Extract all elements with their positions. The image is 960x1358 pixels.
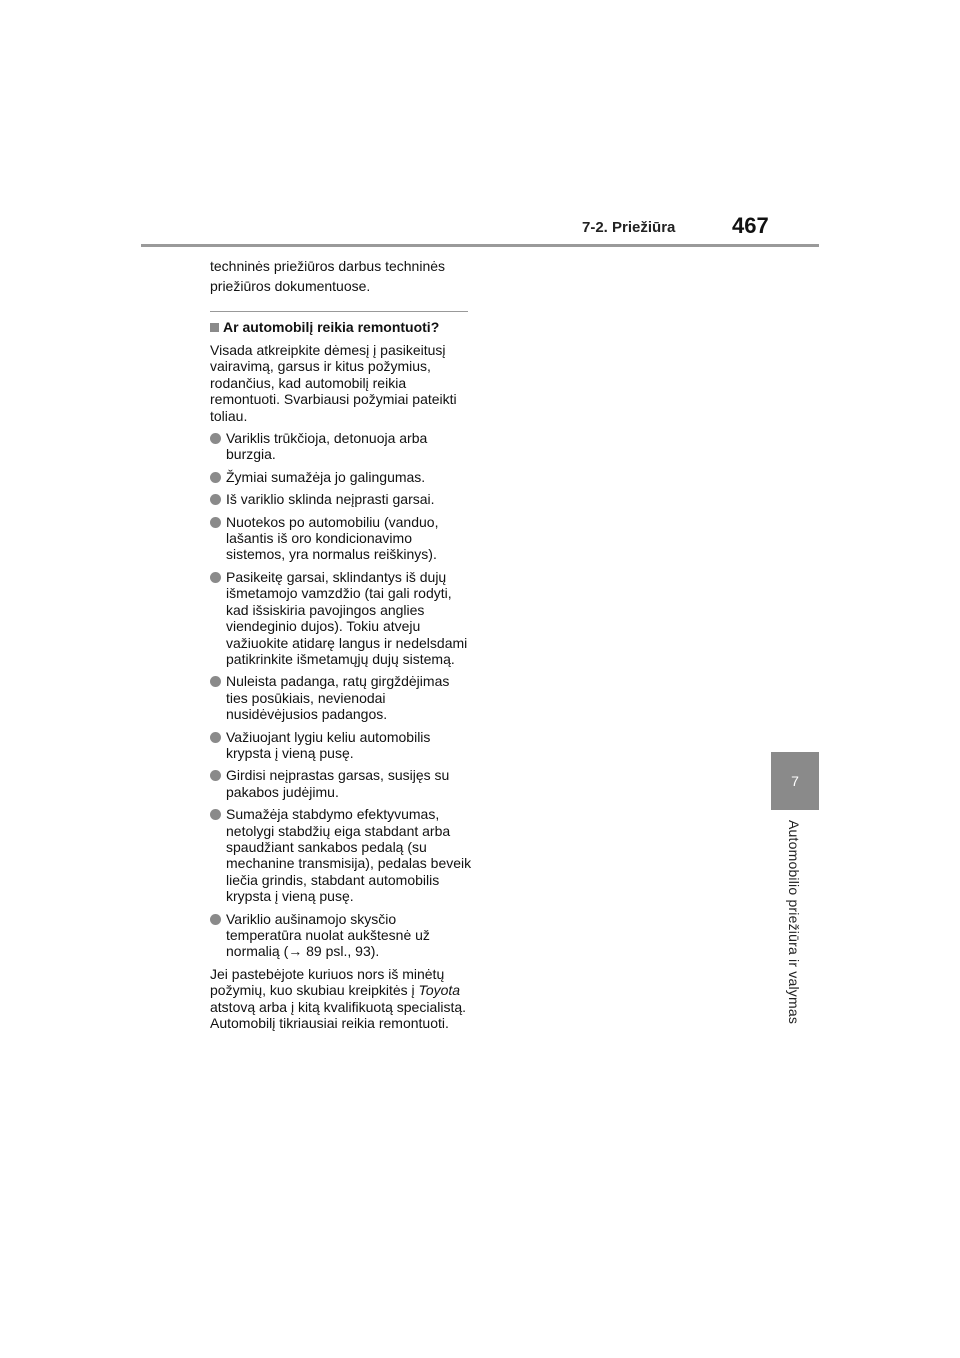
list-item-text: Variklio aušinamojo skysčio temperatūra nuolat aukštesnė už normalią (→ 89 psl., 93).: [226, 910, 430, 960]
list-item-text: Girdisi neįprastas garsas, susijęs su pakabos judėjimu.: [226, 767, 450, 800]
circle-bullet-icon: [210, 494, 221, 505]
page-number: 467: [732, 213, 769, 238]
circle-bullet-icon: [210, 809, 221, 820]
list-item-text: Pasikeitę garsai, sklindantys iš dujų išmetamojo vamzdžio (tai gali rodyti, kad išsiskiria pavojingos anglies viendeginio dujos). Tokiu atveju važiuokite atidarę langus ir nedelsdami patikrinkite išmetamųjų dujų sistemą.: [226, 568, 468, 667]
list-item: [210, 491, 472, 507]
list-item-text: Variklis trūkčioja, detonuoja arba burzgia.: [226, 430, 428, 463]
brand-name: Toyota: [418, 982, 461, 999]
closing-text-start: Jei pastebėjote kuriuos nors iš minėtų požymių, kuo skubiau kreipkitės į: [210, 965, 445, 999]
subsection-heading-text: Ar automobilį reikia remontuoti?: [223, 319, 440, 335]
list-item: [210, 569, 472, 667]
list-item-text: Važiuojant lygiu keliu automobilis krypsta į vieną pusę.: [226, 728, 431, 761]
circle-bullet-icon: [210, 676, 221, 687]
list-item-text: Nuotekos po automobiliu (vanduo, lašantis iš oro kondicionavimo sistemos, yra normalus reiškinys).: [226, 513, 439, 563]
header-divider: [141, 244, 819, 247]
list-item-text: Žymiai sumažėja jo galingumas.: [226, 468, 426, 485]
list-item: [210, 430, 472, 463]
list-item: [210, 767, 472, 800]
list-item-text: Sumažėja stabdymo efektyvumas, netolygi stabdžių eiga stabdant arba spaudžiant sankabos pedalą (su mechanine transmisija), pedalas beveik liečia grindis, stabdant automobilis krypsta į vieną pusę.: [226, 806, 472, 905]
closing-paragraph: [210, 966, 472, 1032]
list-item: [210, 469, 472, 485]
closing-text-end: atstovą arba į kitą kvalifikuotą specialistą. Automobilį tikriausiai reikia remontuoti.: [210, 998, 467, 1032]
subsection-heading: [210, 318, 472, 336]
section-title: 7-2. Priežiūra: [582, 219, 676, 236]
list-item: [210, 911, 472, 960]
list-item-text: Nuleista padanga, ratų girgždėjimas ties posūkiais, nevienodai nusidėvėjusios padangos.: [226, 673, 450, 723]
list-item: [210, 514, 472, 563]
chapter-tab: 7: [771, 752, 819, 810]
circle-bullet-icon: [210, 517, 221, 528]
list-item: [210, 806, 472, 904]
intro-paragraph: techninės priežiūros darbus techninės priežiūros dokumentuose.: [210, 258, 446, 294]
symptom-list: [210, 430, 472, 960]
circle-bullet-icon: [210, 732, 221, 743]
list-item: [210, 729, 472, 762]
section-divider: [210, 311, 468, 312]
list-item: [210, 673, 472, 722]
chapter-title: Automobilio priežiūra ir valymas: [786, 820, 802, 1025]
main-content: [210, 256, 472, 1031]
circle-bullet-icon: [210, 472, 221, 483]
list-item-text: Iš variklio sklinda neįprasti garsai.: [226, 491, 435, 508]
body-paragraph: Visada atkreipkite dėmesį į pasikeitusį vairavimą, garsus ir kitus požymius, rodančius, kad automobilį reikia remontuoti. Svarbiausi požymiai pateikti toliau.: [210, 342, 457, 424]
square-bullet-icon: [210, 323, 219, 332]
circle-bullet-icon: [210, 572, 221, 583]
circle-bullet-icon: [210, 770, 221, 781]
circle-bullet-icon: [210, 433, 221, 444]
circle-bullet-icon: [210, 914, 221, 925]
